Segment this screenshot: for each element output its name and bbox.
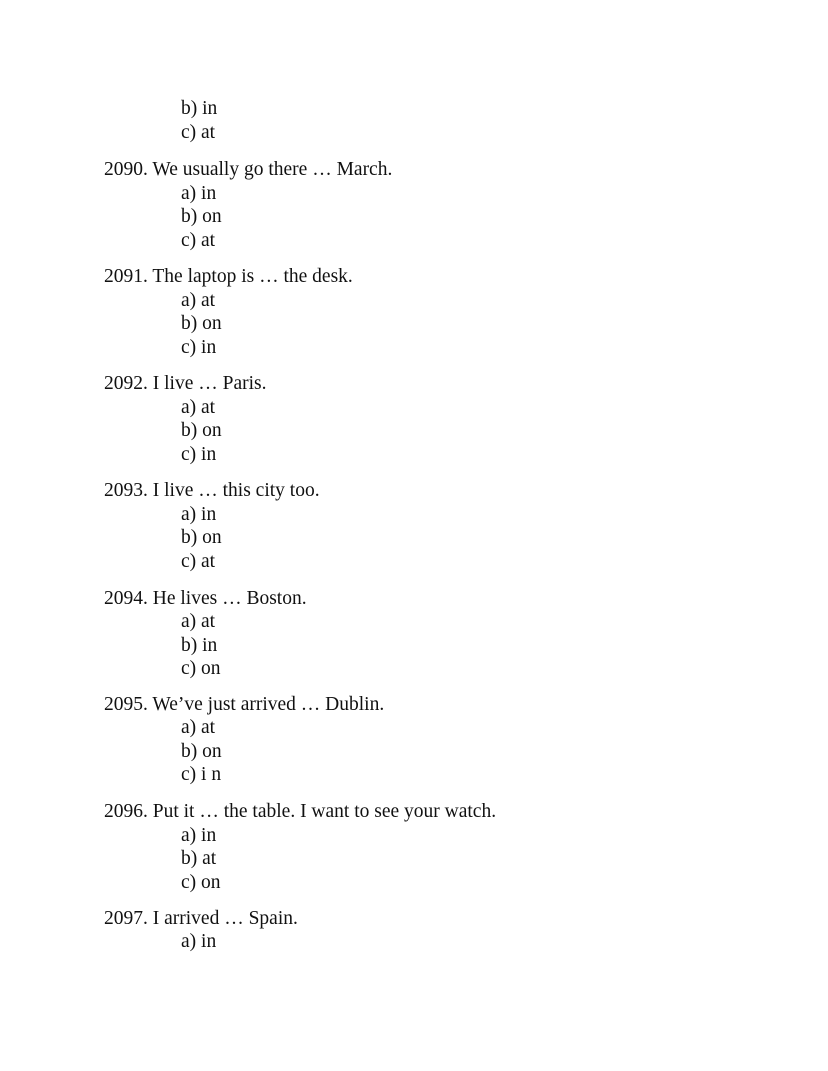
option-item: b) on xyxy=(181,740,222,762)
option-item: a) in xyxy=(181,824,217,846)
option-item: b) in xyxy=(181,98,218,119)
question-text: 2093. I live … this city too. xyxy=(104,480,320,501)
option-item: b) on xyxy=(181,206,222,227)
option-item: c) i n xyxy=(181,764,222,785)
option-item: a) in xyxy=(181,931,217,952)
option-item: c) on xyxy=(181,658,221,679)
option-item: a) at xyxy=(181,396,216,418)
question-text: 2095. We’ve just arrived … Dublin. xyxy=(104,693,385,715)
option-item: b) on xyxy=(181,420,222,441)
option-item: b) at xyxy=(181,848,217,869)
option-item: b) on xyxy=(181,313,222,334)
question-text: 2097. I arrived … Spain. xyxy=(104,907,298,929)
option-item: b) on xyxy=(181,527,222,548)
option-item: a) at xyxy=(181,611,216,632)
question-text: 2090. We usually go there … March. xyxy=(104,159,393,180)
question-text: 2096. Put it … the table. I want to see your watch. xyxy=(104,801,497,822)
option-item: c) in xyxy=(181,443,217,465)
option-item: c) in xyxy=(181,336,217,358)
option-item: a) in xyxy=(181,503,217,525)
question-text: 2092. I live … Paris. xyxy=(104,373,267,394)
option-item: c) at xyxy=(181,121,216,143)
option-item: c) on xyxy=(181,871,221,893)
option-item: b) in xyxy=(181,634,218,656)
question-text: 2091. The laptop is … the desk. xyxy=(104,266,353,287)
option-item: a) at xyxy=(181,717,216,738)
question-text: 2094. He lives … Boston. xyxy=(104,587,307,609)
option-item: c) at xyxy=(181,550,216,572)
option-item: a) in xyxy=(181,182,217,204)
option-item: a) at xyxy=(181,289,216,311)
option-item: c) at xyxy=(181,229,216,251)
